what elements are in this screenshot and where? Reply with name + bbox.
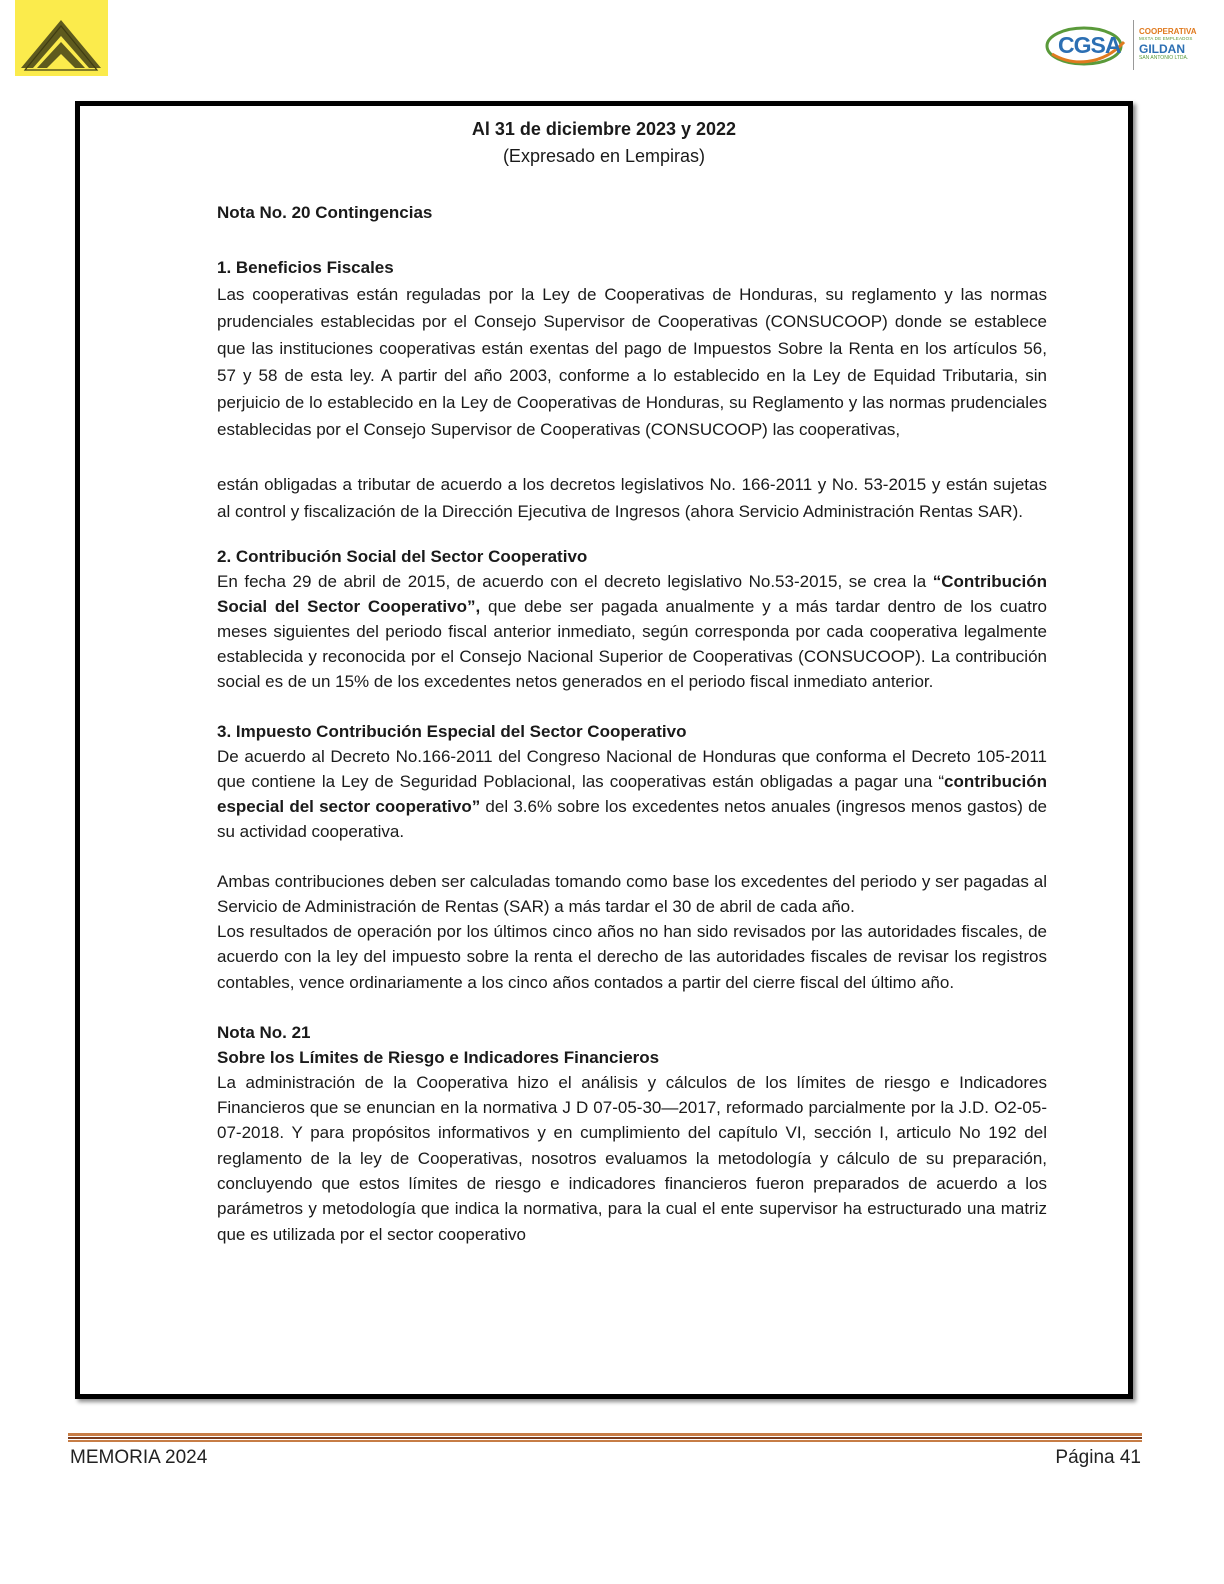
brand-divider	[1133, 20, 1134, 70]
chevron-roof-icon	[15, 0, 108, 76]
brand-line-1: COOPERATIVA	[1139, 27, 1197, 36]
section-3-paragraph-3: Los resultados de operación por los últimos cinco años no han sido revisados por las autoridades fiscales, de acuerdo con la ley del impuesto sobre la renta el derecho de las autoridades fiscales de revisar los registros contables, vence ordinariamente a los cinco años contados a partir del cierre fiscal del último año.	[217, 922, 1047, 992]
section-3-paragraph-1	[217, 744, 1047, 844]
cooperative-logo	[1044, 18, 1206, 72]
footer-divider	[68, 1433, 1142, 1442]
currency-note: (Expresado en Lempiras)	[502, 146, 706, 166]
period-title: Al 31 de diciembre 2023 y 2022	[471, 119, 737, 139]
section-3-paragraph-2: Ambas contribuciones deben ser calculadas tomando como base los excedentes del periodo y ser pagadas al Servicio de Administración de Rentas (SAR) a más tardar el 30 de abril de cada año.	[217, 872, 1047, 916]
footer-publication: MEMORIA 2024	[70, 1447, 208, 1468]
content-frame	[75, 101, 1133, 1399]
section-2-lead: En fecha 29 de abril de 2015, de acuerdo con el decreto legislativo No.53-2015, se crea la	[217, 572, 933, 591]
note-20-title: Nota No. 20 Contingencias	[217, 203, 433, 222]
brand-line-4: SAN ANTONIO LTDA.	[1139, 54, 1189, 61]
section-2-paragraph	[217, 569, 1047, 694]
notes-body	[217, 198, 1047, 1247]
note-21-subtitle: Sobre los Límites de Riesgo e Indicadores Financieros	[217, 1047, 660, 1067]
note-21-title: Nota No. 21	[217, 1022, 311, 1042]
page-number: Página 41	[1055, 1447, 1141, 1468]
section-2-heading: 2. Contribución Social del Sector Cooperativo	[217, 547, 588, 566]
section-1-paragraph-1: Las cooperativas están reguladas por la Ley de Cooperativas de Honduras, su reglamento y las normas prudenciales establecidas por el Consejo Supervisor de Cooperativas (CONSUCOOP) donde se establece que las instituciones cooperativas están exentas del pago de Impuestos Sobre la Renta en los artículos 56, 57 y 58 de esta ley. A partir del año 2003, conforme a lo establecido en la Ley de Equidad Tributaria, sin perjuicio de lo establecido en la Ley de Cooperativas de Honduras, su Reglamento y las normas prudenciales establecidas por el Consejo Supervisor de Cooperativas (CONSUCOOP) las cooperativas,	[217, 285, 1047, 439]
brand-name	[1139, 28, 1209, 61]
section-3-lead: De acuerdo al Decreto No.166-2011 del Congreso Nacional de Honduras que conforma el Decreto 105-2011 que contiene la Ley de Seguridad Poblacional, las cooperativas están obligadas a pagar una “	[217, 747, 1047, 791]
corner-logo	[15, 0, 108, 76]
brand-line-3: GILDAN	[1139, 41, 1185, 56]
cgsa-swoosh-icon	[1044, 22, 1128, 68]
section-2-bold-term: “Contribución Social del Sector Cooperativo”,	[217, 572, 1047, 616]
section-3-bold-term: contribución especial del sector cooperativo”	[217, 772, 1047, 816]
section-1-paragraph-2: están obligadas a tributar de acuerdo a los decretos legislativos No. 166-2011 y No. 53-2015 y están sujetas al control y fiscalización de la Dirección Ejecutiva de Ingresos (ahora Servicio Administración Rentas SAR).	[217, 475, 1047, 521]
note-21-paragraph: La administración de la Cooperativa hizo el análisis y cálculos de los límites de riesgo e Indicadores Financieros que se enuncian en la normativa J D 07-05-30—2017, reformado parcialmente por la J.D. O2-05-07-2018. Y para propósitos informativos y en cumplimiento del capítulo VI, sección I, articulo No 192 del reglamento de la ley de Cooperativas, nosotros evaluamos la metodología y cálculo de su preparación, concluyendo que estos límites de riesgo e indicadores financieros fueron preparados de acuerdo a los parámetros y metodología que indica la normativa, para la cual el ente supervisor ha estructurado una matriz que es utilizada por el sector cooperativo	[217, 1072, 1047, 1244]
section-1-heading: 1. Beneficios Fiscales	[217, 258, 394, 277]
section-2-rest: que debe ser pagada anualmente y a más tardar dentro de los cuatro meses siguientes del periodo fiscal anterior inmediato, según corresponda por cada cooperativa legalmente establecida y reconocida por el Consejo Nacional Superior de Cooperativas (CONSUCOOP). La contribución social es de un 15% de los excedentes netos generados en el periodo fiscal inmediato anterior.	[217, 597, 1048, 691]
brand-abbreviation: CGSA	[1058, 32, 1121, 58]
brand-line-2: MIXTA DE EMPLEADOS	[1139, 36, 1193, 41]
section-3-rest: del 3.6% sobre los excedentes netos anuales (ingresos menos gastos) de su actividad cooperativa.	[217, 797, 1047, 841]
section-3-heading: 3. Impuesto Contribución Especial del Sector Cooperativo	[217, 722, 687, 741]
